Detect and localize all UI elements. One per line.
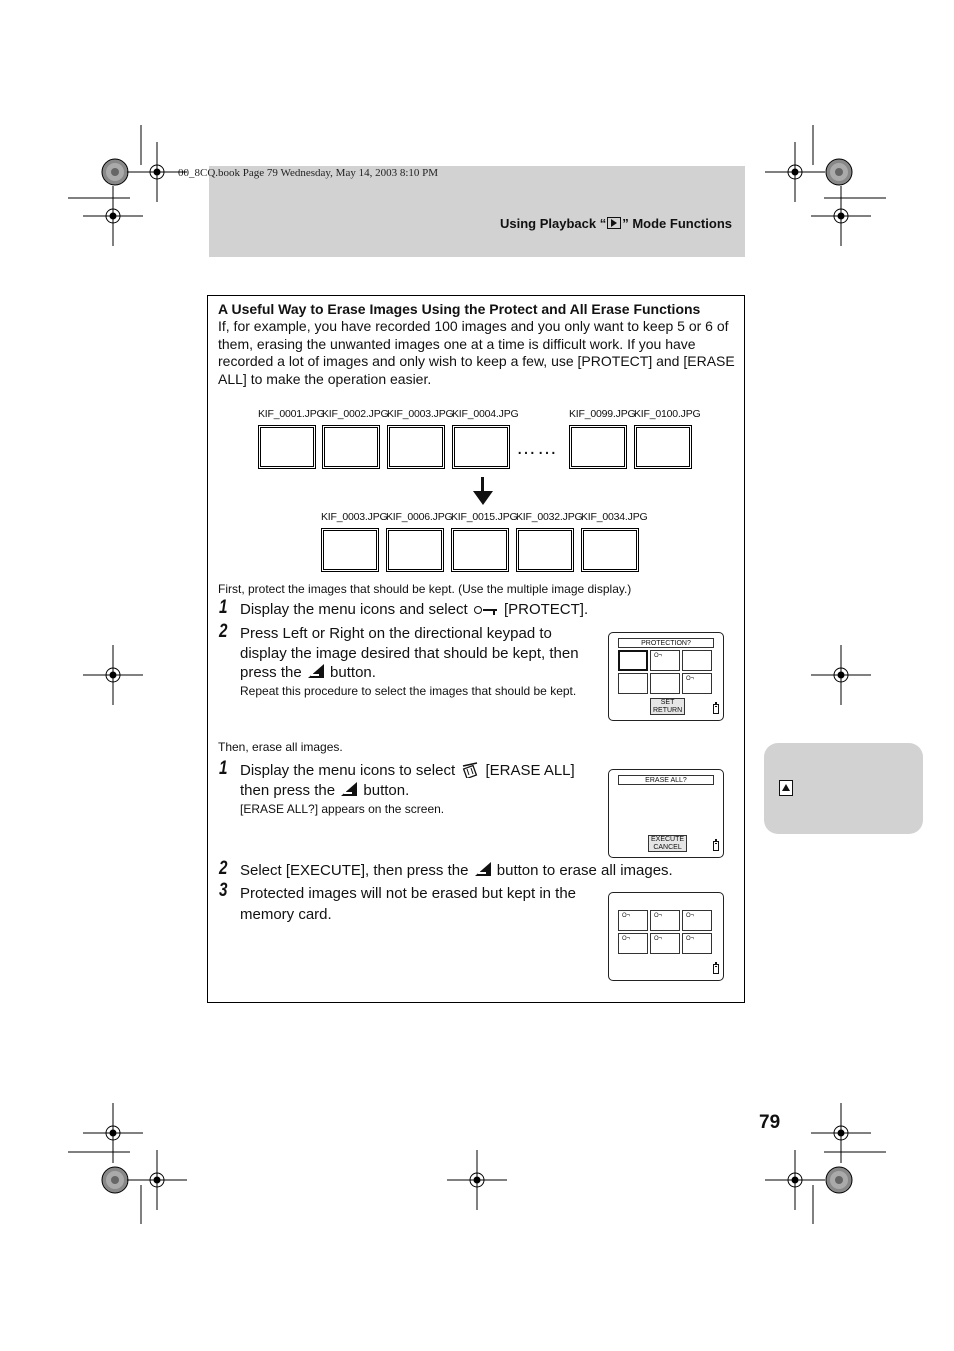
step-text: Display the menu icons to select (240, 762, 456, 779)
registration-cross-icon (811, 186, 871, 246)
step-text: button. (363, 781, 410, 799)
book-info-line: 00_8CQ.book Page 79 Wednesday, May 14, 2003 8:10 PM (178, 167, 439, 179)
page-number: 79 (759, 1112, 781, 1133)
step-number: 1 (219, 758, 228, 779)
registration-cross-icon (83, 1103, 143, 1163)
section-title-suffix: ” Mode Functions (622, 216, 732, 231)
lcd-return-button: RETURN (653, 706, 683, 714)
protect-step-2-sub: Repeat this procedure to select the images that should be kept. (240, 684, 577, 698)
thumb-label: KIF_0006.JPG (386, 511, 453, 523)
lcd-banner: ERASE ALL? (618, 775, 714, 785)
erase-step-1-sub: [ERASE ALL?] appears on the screen. (240, 802, 445, 816)
tip-box-intro: If, for example, you have recorded 100 images and you only want to keep 5 or 6 of them, erasing the unwanted images one at a time is difficult work. If you have recorded a lot of images and only wish to keep a few, use [PROTECT] and [ERASE ALL] to make the operation easier. (218, 318, 735, 387)
registration-cross-icon (765, 1150, 825, 1210)
thumb-label: KIF_0003.JPG (321, 511, 388, 523)
step-text: button. (330, 664, 376, 681)
protect-key-icon: O¬ (622, 913, 631, 919)
erase-note: Then, erase all images. (218, 740, 343, 754)
section-title-prefix: Using Playback “ (500, 216, 607, 231)
step-text: [ERASE ALL] (485, 762, 575, 779)
lcd-banner: PROTECTION? (618, 638, 714, 648)
step-text: [PROTECT]. (503, 601, 589, 618)
thumb-label: KIF_0015.JPG (451, 511, 518, 523)
tip-box-title: A Useful Way to Erase Images Using the Protect and All Erase Functions (218, 301, 701, 317)
protect-key-icon: O¬ (654, 936, 663, 942)
thumb-label: KIF_0003.JPG (387, 408, 454, 420)
registration-cross-icon (83, 645, 143, 705)
thumb-label: KIF_0001.JPG (258, 408, 325, 420)
protect-key-icon: O¬ (654, 913, 663, 919)
protect-key-icon: O¬ (686, 913, 695, 919)
registration-dial-icon (826, 159, 852, 185)
step-text: button to erase all images. (496, 862, 673, 879)
registration-dial-icon (102, 159, 128, 185)
registration-cross-icon (811, 645, 871, 705)
registration-cross-icon (447, 1150, 507, 1210)
step-text: Press Left or Right on the directional keypad to display the image desired that should be kept, then press the (240, 625, 579, 681)
registration-cross-icon (765, 142, 825, 202)
protect-key-icon: O¬ (686, 676, 695, 682)
protect-key-icon: O¬ (654, 653, 663, 659)
step-number: 3 (219, 880, 228, 901)
registration-cross-icon (811, 1103, 871, 1163)
step-number: 2 (219, 858, 228, 879)
protect-key-icon: O¬ (686, 936, 695, 942)
thumb-label: KIF_0034.JPG (581, 511, 648, 523)
thumb-label: KIF_0032.JPG (516, 511, 583, 523)
lcd-execute-button: EXECUTE (651, 836, 685, 843)
registration-dial-icon (826, 1167, 852, 1193)
thumb-label: KIF_0002.JPG (322, 408, 389, 420)
protect-note: First, protect the images that should be kept. (Use the multiple image display.) (218, 582, 632, 596)
ellipsis: …… (516, 437, 558, 459)
thumb-label: KIF_0100.JPG (634, 408, 701, 420)
registration-cross-icon (127, 1150, 187, 1210)
step-number: 2 (219, 621, 228, 642)
registration-cross-icon (83, 186, 143, 246)
protect-key-icon: O¬ (622, 936, 631, 942)
thumb-label: KIF_0004.JPG (452, 408, 519, 420)
step-number: 1 (219, 597, 228, 618)
registration-cross-icon (127, 142, 187, 202)
step-text: Select [EXECUTE], then press the (240, 862, 469, 879)
erase-step-3: Protected images will not be erased but kept in the memory card. (240, 885, 577, 923)
step-text: Display the menu icons and select (240, 601, 468, 618)
lcd-set-button: SET (660, 699, 675, 706)
thumb-label: KIF_0099.JPG (569, 408, 636, 420)
registration-dial-icon (102, 1167, 128, 1193)
lcd-cancel-button: CANCEL (653, 843, 682, 851)
step-text: then press the (240, 781, 336, 799)
